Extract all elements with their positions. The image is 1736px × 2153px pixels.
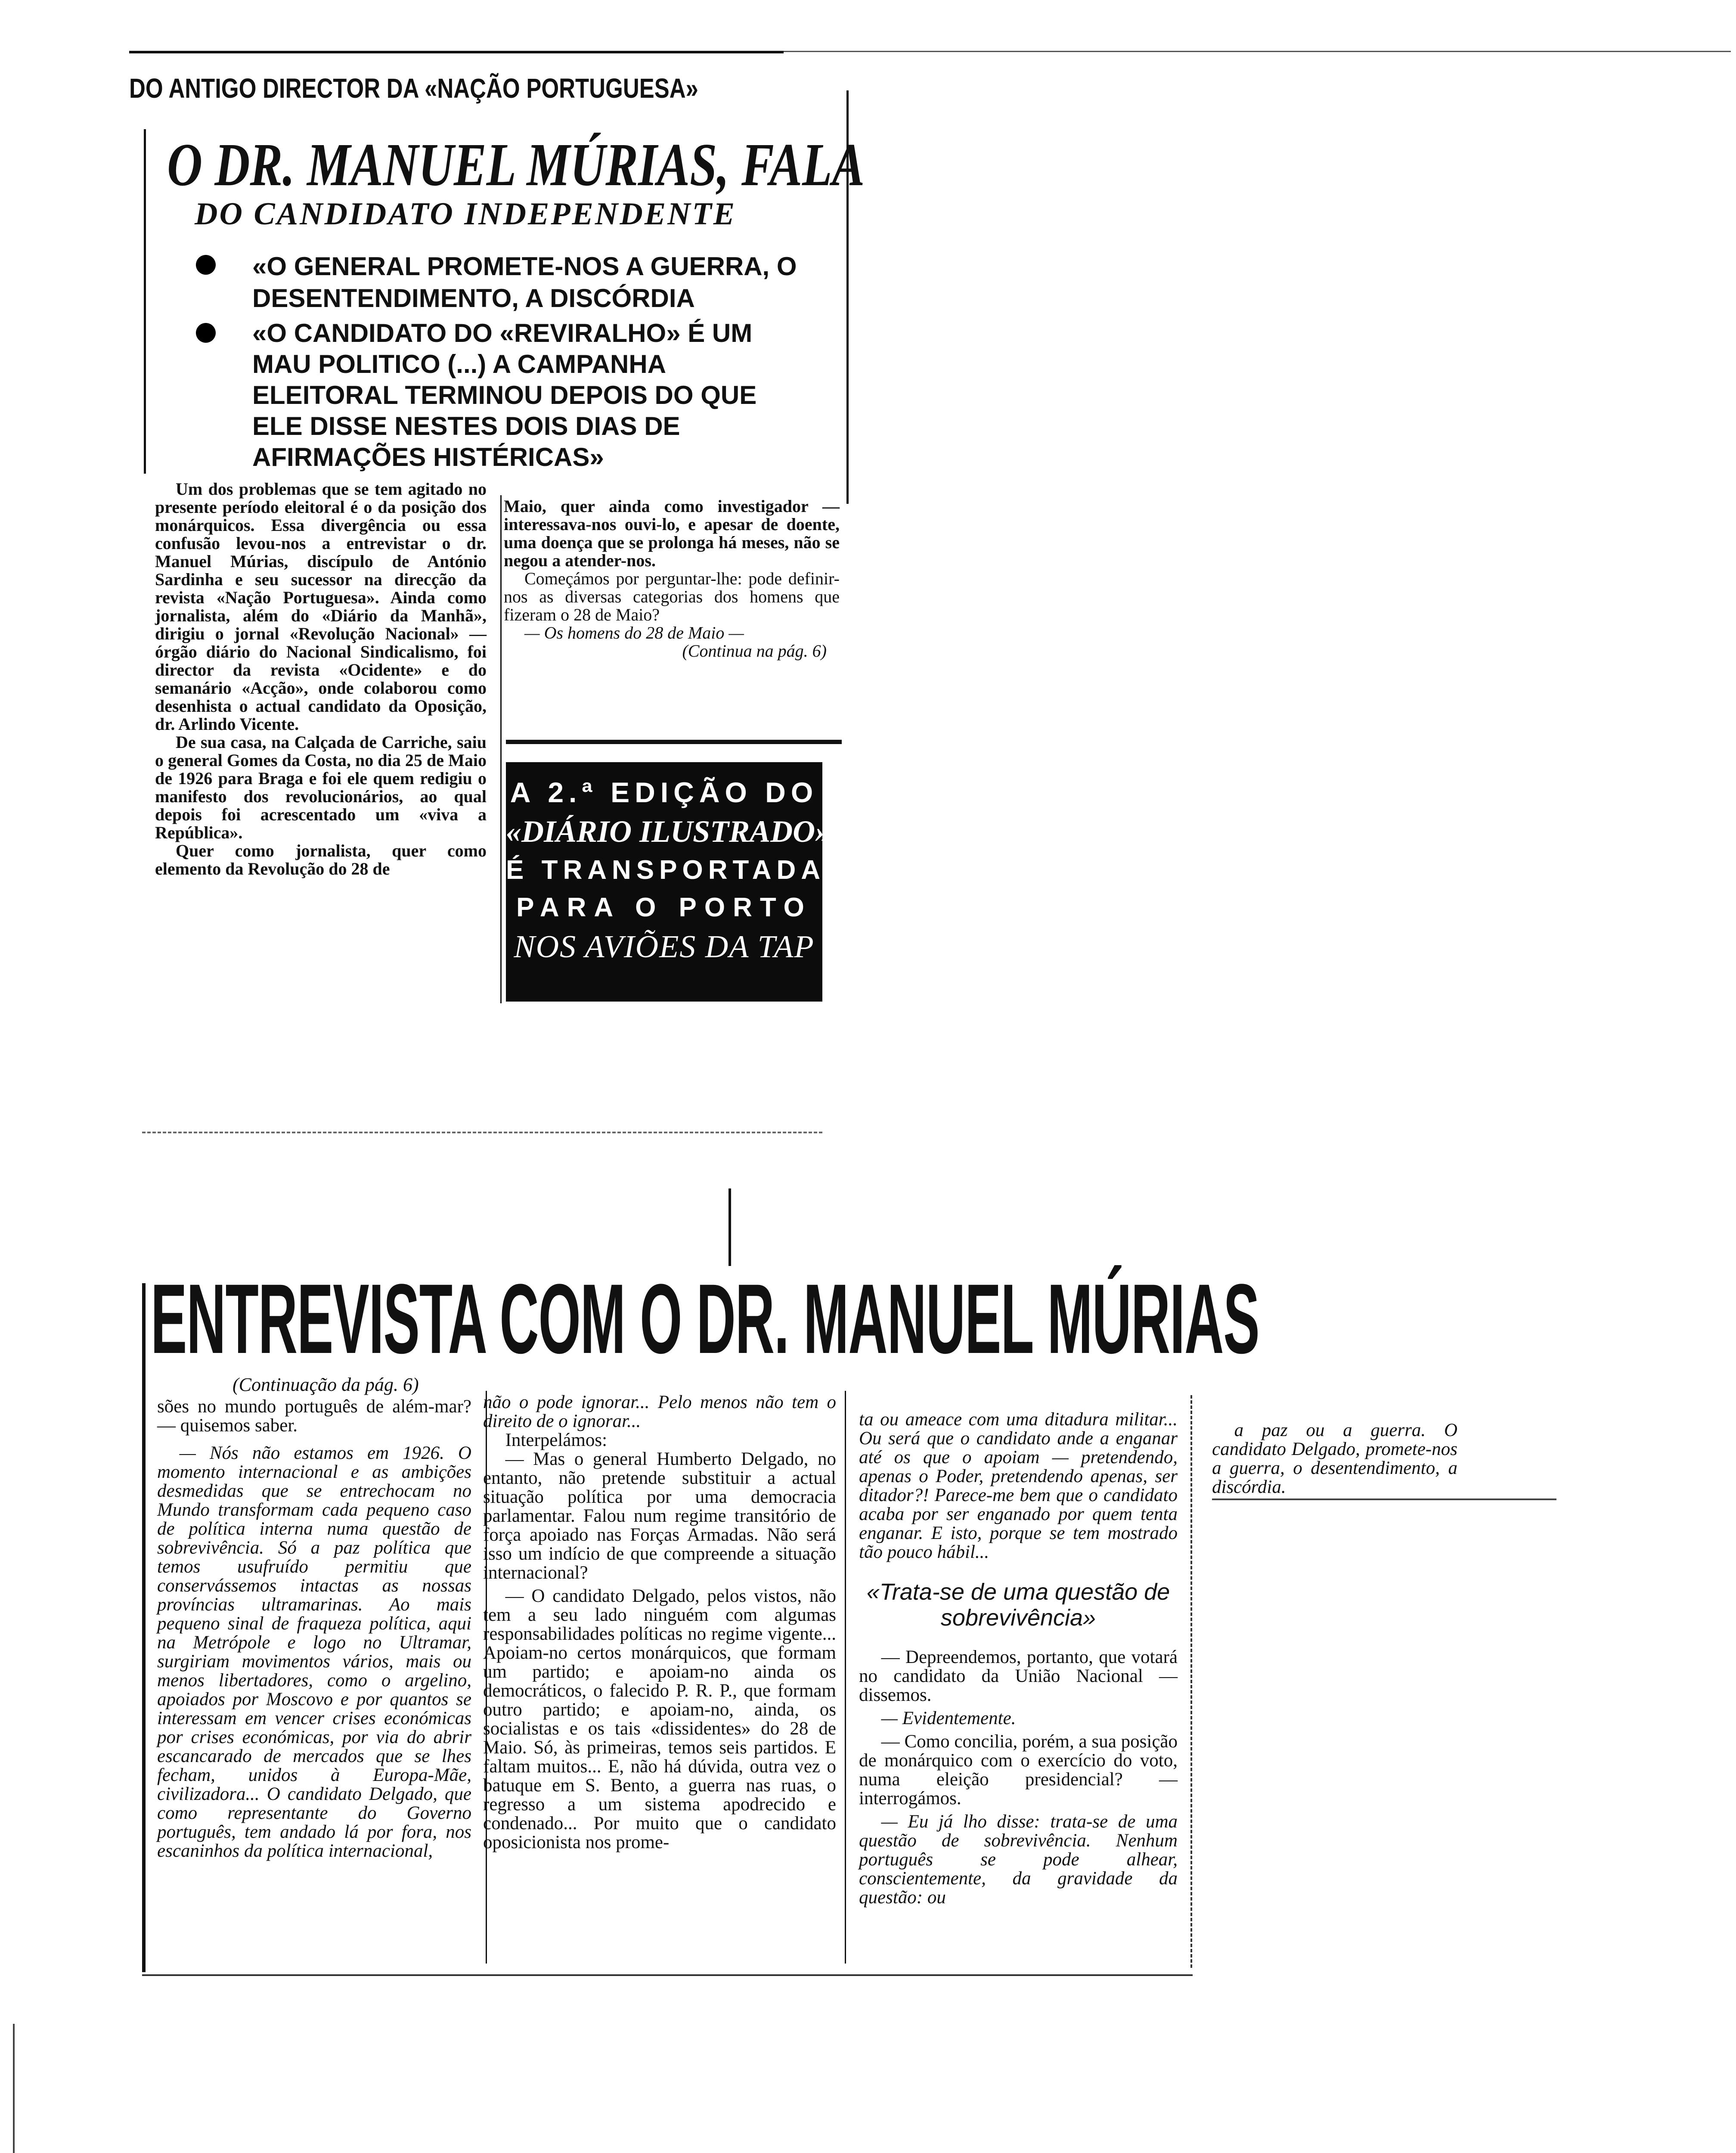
clip2-col3 [859, 1410, 1178, 1907]
col1-para1: Um dos problemas que se tem agitado no presente período eleitoral é o da posição dos monárquicos. Essa divergência ou essa confusão levou-nos a entrevistar o dr. Manuel Múrias, discípulo de António Sardinha e seu sucessor na direcção da revista «Nação Portuguesa». Ainda como jornalista, além do «Diário da Manhã», dirigiu o jornal «Revolução Nacional» — órgão diário do Nacional Sindicalismo, foi director da revista «Ocidente» e do semanário «Acção», onde colaborou como desenhista o actual candidato da Oposição, dr. Arlindo Vicente. [155, 479, 487, 734]
col1-para3: Quer como jornalista, quer como elemento da Revolução do 28 de [155, 841, 487, 878]
c2-para1: não o pode ignorar... Pelo menos não tem o direito de o ignorar... [483, 1392, 836, 1431]
c3-para1: ta ou ameace com uma ditadura militar... Ou será que o candidato ande a enganar até os que o apoiam — pretendendo, apenas o Poder, pretendendo apenas, ser ditador?! Parece-me bem que o candidato acaba por ser enganado por quem tenta enganar. E isto, porque se tem mostrado tão pouco hábil... [859, 1409, 1178, 1562]
bullet-text-2: «O CANDIDATO DO «REVIRALHO» É UM MAU POLITICO (...) A CAMPANHA ELEITORAL TERMINOU DEPOIS DO QUE ELE DISSE NESTES DOIS DIAS DE AFIRMAÇÕES HISTÉRICAS» [252, 319, 757, 472]
promo-line-1: A 2.ª EDIÇÃO DO [510, 776, 818, 808]
clip1-col1 [155, 480, 487, 878]
clip2-left-rule [142, 1283, 146, 1972]
bullet-1-icon [196, 255, 216, 275]
col3-right-dashed-rule [1190, 1395, 1192, 1968]
col2-para1: Maio, quer ainda como investigador — interessava-nos ouvi-lo, e apesar de doente, uma doença que se prolonga há meses, não se negou a atender-nos. [504, 496, 840, 570]
continuation-note: (Continuação da pág. 6) [232, 1374, 419, 1395]
c3-subhead: «Trata-se de uma questão de sobrevivência» [866, 1579, 1170, 1631]
col1-para2: De sua casa, na Calçada de Carriche, saiu o general Gomes da Costa, no dia 25 de Maio de 1926 para Braga e foi ele quem redigiu o manifesto dos revolucionários, ao qual depois foi acrescentado um «viva a República». [155, 732, 487, 842]
bullet-2-icon [196, 323, 216, 343]
top-rule-dark [129, 51, 784, 53]
c2-para2: Interpelámos: [505, 1430, 608, 1450]
box-top-rule [506, 740, 842, 744]
scan-edge-mark [13, 2024, 15, 2153]
separator-vertical [728, 1188, 731, 1266]
c2-para4: — O candidato Delgado, pelos vistos, não tem a seu lado ninguém com algumas responsabilidades políticas no regime vigente... Apoiam-no certos monárquicos, que formam um partido; e apoiam-no ainda os democráticos, o falecido P. R. P., que formam outro partido; e apoiam-no, ainda, os socialistas e os tais «dissidentes» do 28 de Maio. Só, às primeiras, temos seis partidos. E faltam muitos... E, não há dúvida, outra vez o batuque em S. Bento, a guerra nas ruas, o regresso a um sistema apodrecido e condenado... Por muito que o candidato oposicionista nos prome- [483, 1586, 836, 1852]
c3-para4: — Como concilia, porém, a sua posição de monárquico com o exercício do voto, numa eleição presidencial? — interrogámos. [859, 1731, 1178, 1809]
bullet-text-1: «O GENERAL PROMETE-NOS A GUERRA, O DESENTENDIMENTO, A DISCÓRDIA [252, 252, 797, 313]
subhead: DO CANDIDATO INDEPENDENTE [195, 196, 737, 232]
kicker: DO ANTIGO DIRECTOR DA «NAÇÃO PORTUGUESA» [129, 73, 698, 104]
clip1-left-rule [144, 129, 146, 474]
clip1-col2 [504, 497, 840, 660]
c1-para1: sões no mundo português de além-mar? — quisemos saber. [157, 1396, 471, 1436]
c4-para1: a paz ou a guerra. O candidato Delgado, promete-nos a guerra, o desentendimento, a discórdia. [1212, 1420, 1457, 1497]
col4-bottom-rule [1212, 1498, 1556, 1500]
promo-line-2: «DIÁRIO ILUSTRADO» [506, 814, 831, 849]
clip2-col1 [157, 1397, 471, 1861]
col2-para3: — Os homens do 28 de Maio — [524, 623, 744, 642]
c3-para3: — Evidentemente. [881, 1708, 1016, 1728]
separator-dashed [142, 1132, 822, 1133]
col2-continuation: (Continua na pág. 6) [682, 641, 827, 661]
promo-line-4: PARA O PORTO [516, 893, 812, 922]
promo-line-3: É TRANSPORTADA [506, 855, 826, 885]
promo-line-5: NOS AVIÕES DA TAP [514, 929, 815, 965]
col-divider-3 [845, 1391, 846, 1964]
promo-box [506, 762, 831, 1002]
col2-para2: Começámos por perguntar-lhe: pode definir-nos as diversas categorias dos homens que fizeram o 28 de Maio? [504, 569, 840, 624]
clip2-headline: ENTREVISTA COM O DR. MANUEL MÚRIAS [151, 1263, 1259, 1374]
c3-para5: — Eu já lho disse: trata-se de uma questão de sobrevivência. Nenhum português se pode alhear, conscientemente, da gravidade da questão: ou [859, 1812, 1178, 1908]
c1-para2: — Nós não estamos em 1926. O momento internacional e as ambições desmedidas que se entrechocam no Mundo transformam cada pequeno caso de política interna numa questão de sobrevivência. Só a paz política que temos usufruído permitiu que conservássemos intactas as nossas províncias ultramarinas. Ao mais pequeno sinal de fraqueza política, aqui na Metrópole e logo no Ultramar, surgiriam movimentos vários, mais ou menos libertadores, como o argelino, apoiados por Moscovo e por quantos se interessam em vencer crises económicas por crises económicas, por via do abrir escancarado de mercados que se lhes fecham, unidos à Europa-Mãe, civilizadora... O candidato Delgado, que como representante do Governo português, tem andado lá por fora, nos escaninhos da política internacional, [157, 1443, 471, 1861]
clip2-col4 [1212, 1421, 1457, 1497]
c3-para2: — Depreendemos, portanto, que votará no candidato da União Nacional — dissemos. [859, 1647, 1178, 1705]
clip2-col2 [483, 1393, 836, 1852]
headline: O DR. MANUEL MÚRIAS, FALA [167, 130, 865, 199]
col-divider-1 [500, 495, 502, 1003]
clip2-bottom-rule [142, 1974, 1193, 1976]
c2-para3: — Mas o general Humberto Delgado, no entanto, não pretende substituir a actual situação política por uma democracia parlamentar. Falou num regime transitório de força apoiado nas Forças Armadas. Não será isso um indício de que compreende a situação internacional? [483, 1449, 836, 1583]
